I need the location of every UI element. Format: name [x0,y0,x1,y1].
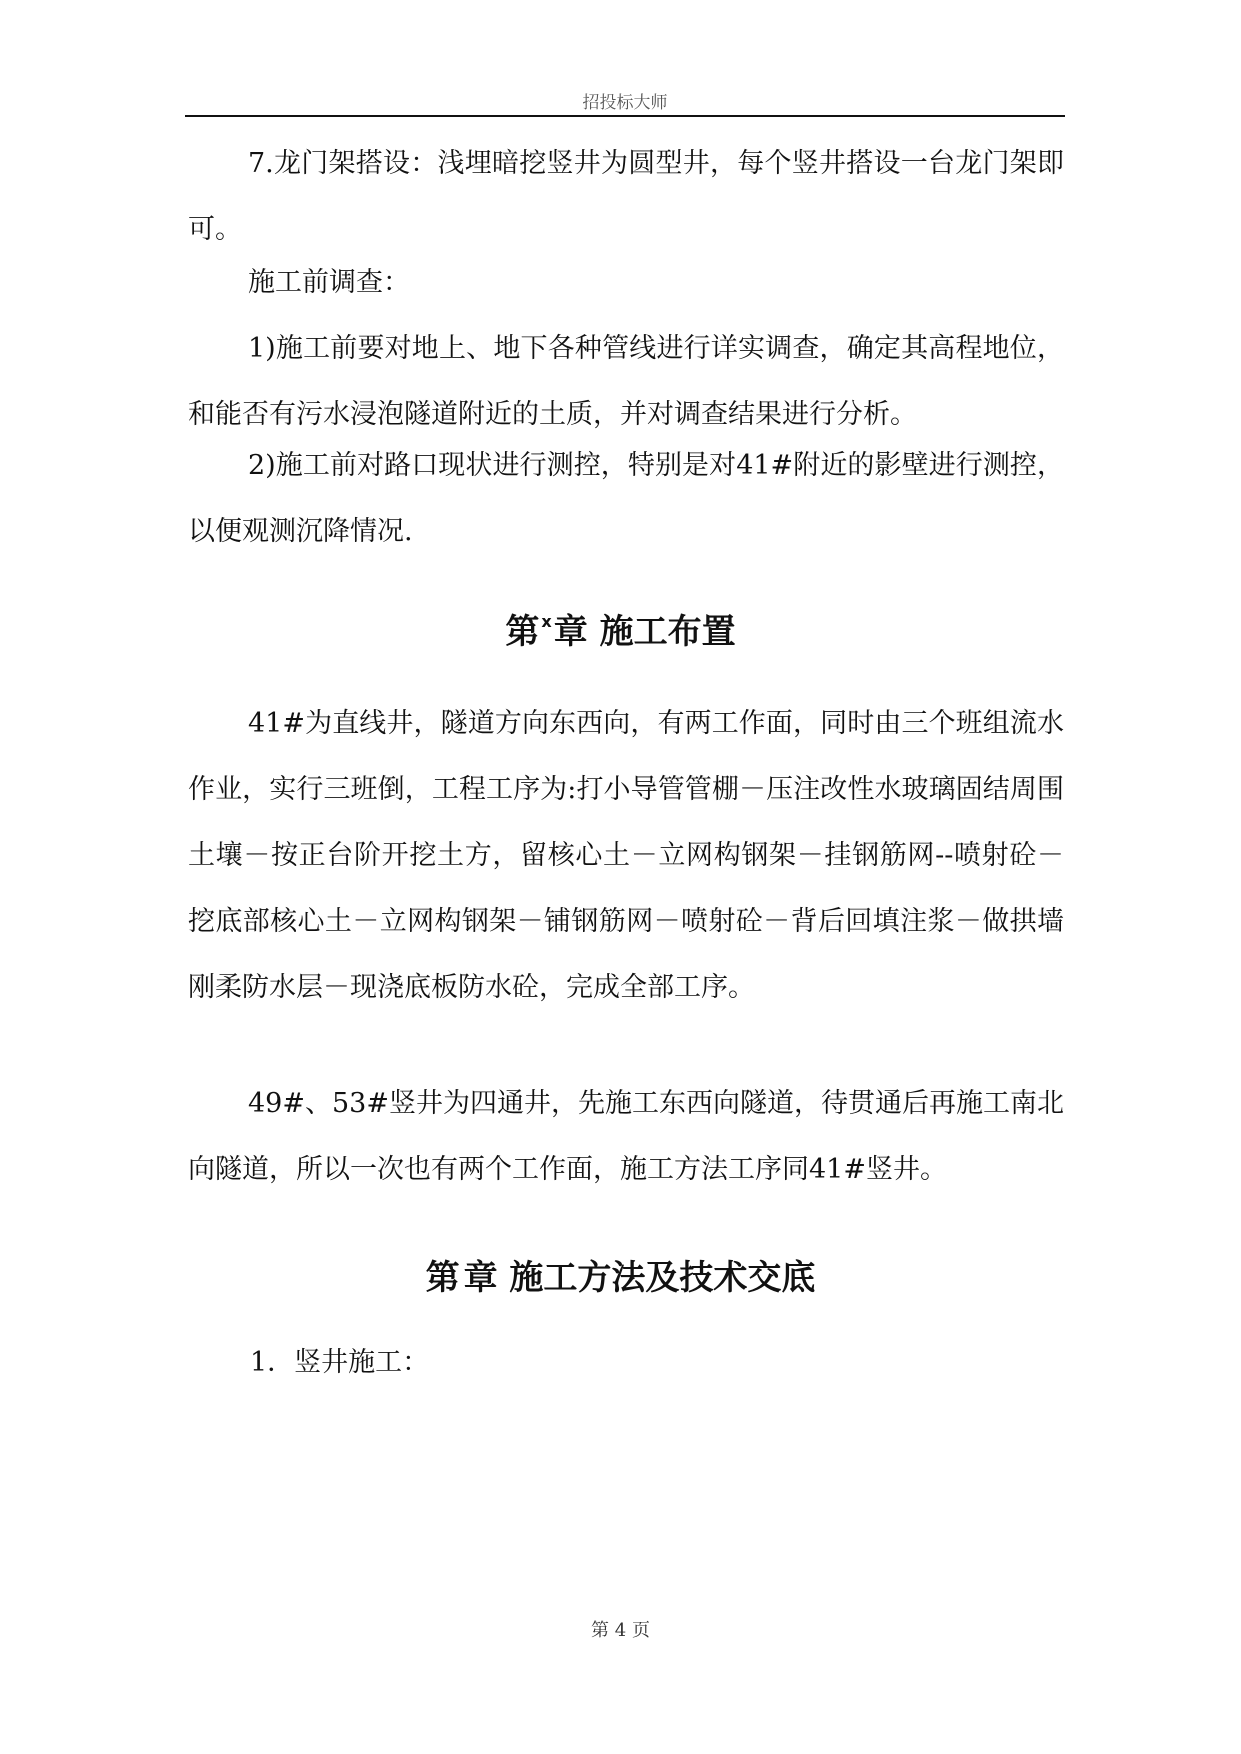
paragraph-gantry: 7.龙门架搭设：浅埋暗挖竖井为圆型井，每个竖井搭设一台龙门架即可。 [188,148,1064,245]
chapter-heading-number: x [541,612,552,631]
page-header: 招投标大师 [582,93,668,113]
chapter-heading-title: 章 施工方法及技术交底 [463,1258,816,1298]
paragraph-shaft-49-53: 49#、53#竖井为四通井，先施工东西向隧道，待贯通后再施工南北向隧道，所以一次也有两个工作面，施工方法工序同41#竖井。 [188,1088,1064,1185]
paragraph-shaft-41: 41#为直线井，隧道方向东西向，有两工作面，同时由三个班组流水作业，实行三班倒，工程工序为:打小导管管棚－压注改性水玻璃固结周围土壤－按正台阶开挖土方，留核心土－立网构钢架－挂钢筋网--喷射砼－挖底部核心土－立网构钢架－铺钢筋网－喷射砼－背后回填注浆－做拱墙刚柔防水层－现浇底板防水砼，完成全部工序。 [188,708,1064,1003]
header-divider [185,115,1065,117]
chapter-heading-methods [0,1250,1241,1299]
chapter-heading-layout [0,604,1241,653]
page-number: 第 4 页 [591,1620,650,1641]
paragraph-survey-1: 1)施工前要对地上、地下各种管线进行详实调查，确定其高程地位，和能否有污水浸泡隧道附近的土质，并对调查结果进行分析。 [188,333,1064,430]
paragraph-survey-title: 施工前调查： [248,267,410,298]
chapter-heading-prefix: 第 [425,1258,460,1298]
paragraph-survey-2: 2)施工前对路口现状进行测控，特别是对41#附近的影壁进行测控，以便观测沉降情况. [188,450,1064,547]
chapter-heading-prefix: 第 [505,612,540,652]
chapter-heading-title: 章 施工布置 [553,612,736,652]
paragraph-shaft-construction: 1．竖井施工： [250,1347,430,1378]
